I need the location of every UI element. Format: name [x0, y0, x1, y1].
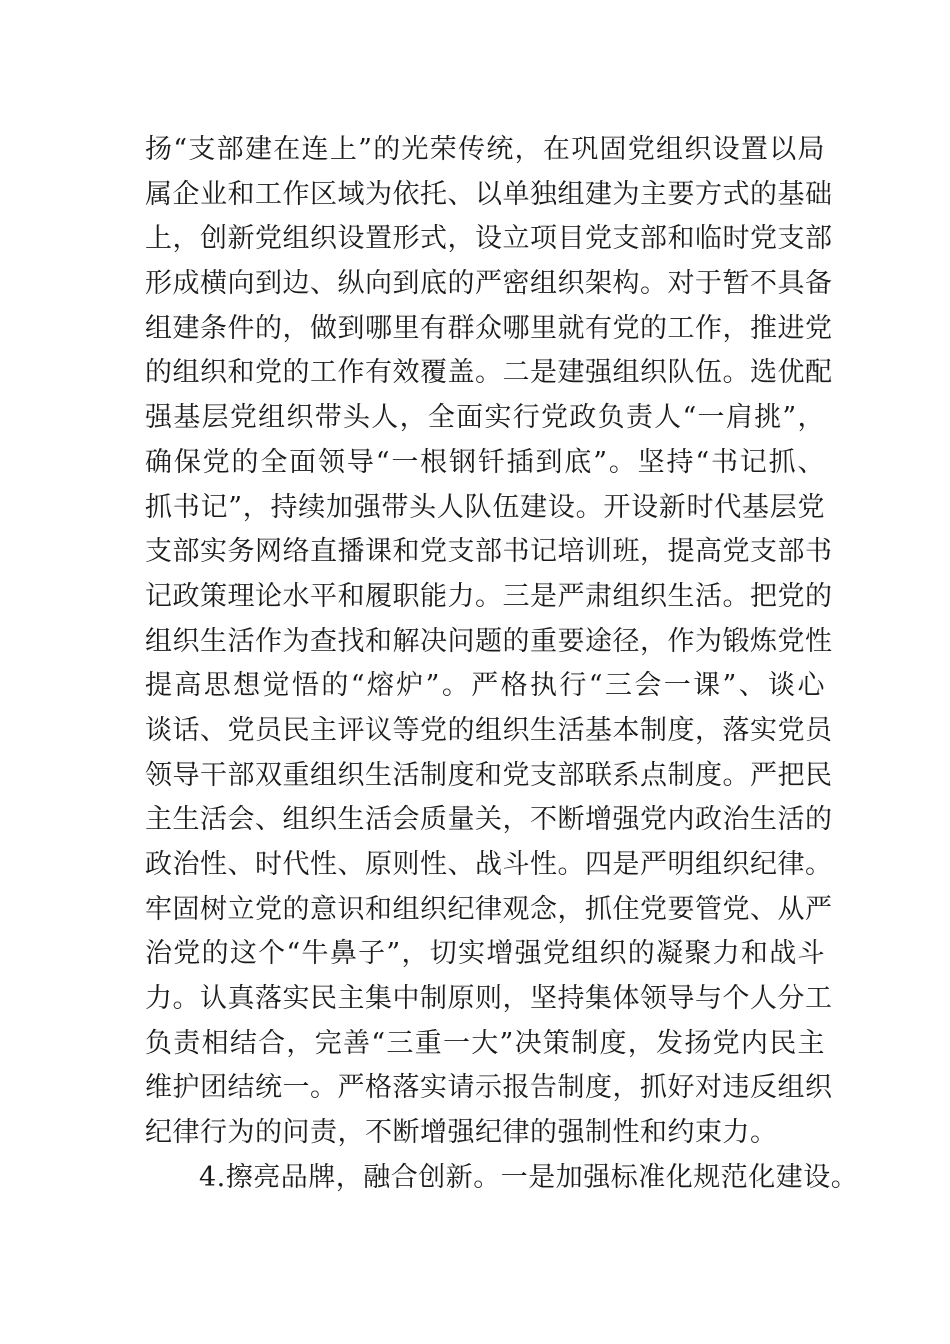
text-line: 力。认真落实民主集中制原则，坚持集体领导与个人分工	[145, 983, 833, 1015]
text-line: 形成横向到边、纵向到底的严密组织架构。对于暂不具备	[145, 268, 833, 300]
text-line: 主生活会、组织生活会质量关，不断增强党内政治生活的	[145, 804, 833, 836]
text-line: 牢固树立党的意识和组织纪律观念，抓住党要管党、从严	[145, 893, 833, 925]
text-line: 属企业和工作区域为依托、以单独组建为主要方式的基础	[145, 178, 833, 210]
text-line: 组建条件的，做到哪里有群众哪里就有党的工作，推进党	[145, 312, 833, 344]
text-line: 强基层党组织带头人，全面实行党政负责人“一肩挑”，	[145, 402, 825, 434]
body-text	[145, 128, 859, 1201]
section-heading-line: 4.擦亮品牌，融合创新。一是加强标准化规范化建设。	[199, 1161, 859, 1193]
text-line: 领导干部双重组织生活制度和党支部联系点制度。严把民	[145, 759, 833, 791]
text-line: 组织生活作为查找和解决问题的重要途径，作为锻炼党性	[145, 625, 833, 657]
text-line: 负责相结合，完善“三重一大”决策制度，发扬党内民主	[145, 1027, 825, 1059]
text-line: 支部实务网络直播课和党支部书记培训班，提高党支部书	[145, 536, 833, 568]
text-line: 提高思想觉悟的“熔炉”。严格执行“三会一课”、谈心	[145, 670, 825, 702]
text-line: 的组织和党的工作有效覆盖。二是建强组织队伍。选优配	[145, 357, 833, 389]
text-line: 记政策理论水平和履职能力。三是严肃组织生活。把党的	[145, 580, 833, 612]
text-line: 政治性、时代性、原则性、战斗性。四是严明组织纪律。	[145, 849, 833, 880]
text-line: 治党的这个“牛鼻子”，切实增强党组织的凝聚力和战斗	[145, 938, 825, 970]
text-line: 谈话、党员民主评议等党的组织生活基本制度，落实党员	[145, 714, 833, 746]
text-line: 抓书记”，持续加强带头人队伍建设。开设新时代基层党	[145, 491, 825, 523]
text-line: 维护团结统一。严格落实请示报告制度，抓好对违反组织	[145, 1072, 833, 1104]
text-line: 确保党的全面领导“一根钢钎插到底”。坚持“书记抓、	[145, 446, 825, 478]
text-line: 上，创新党组织设置形式，设立项目党支部和临时党支部	[145, 223, 833, 255]
text-line: 扬“支部建在连上”的光荣传统，在巩固党组织设置以局	[145, 134, 825, 165]
text-line: 纪律行为的问责，不断增强纪律的强制性和约束力。	[145, 1117, 778, 1149]
